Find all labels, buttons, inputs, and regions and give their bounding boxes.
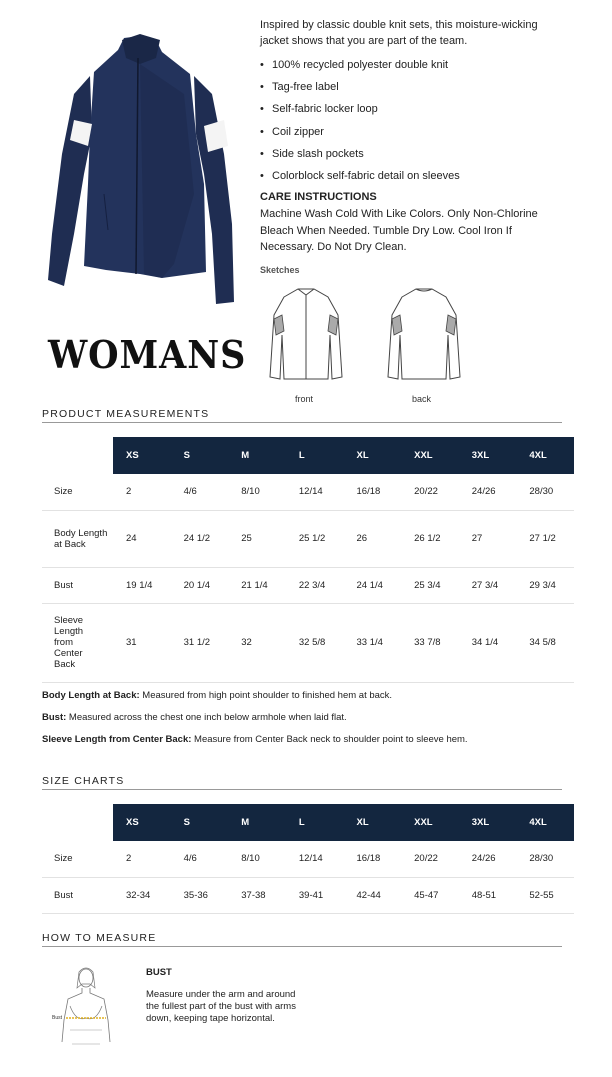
table-header-row xyxy=(42,437,574,474)
table-cell: 32 5/8 xyxy=(286,603,344,682)
back-sketch xyxy=(384,285,464,385)
feature-item: • 100% recycled polyester double knit xyxy=(260,57,580,79)
row-label: Size xyxy=(42,841,113,877)
table-header-blank xyxy=(42,437,113,474)
table-row xyxy=(42,474,574,510)
table-cell: 24/26 xyxy=(459,841,517,877)
care-instructions-title: CARE INSTRUCTIONS xyxy=(260,191,377,203)
size-header: XL xyxy=(344,804,402,841)
table-row xyxy=(42,841,574,877)
bust-instructions: Measure under the arm and around the fullest part of the bust with arms down, keeping tape horizontal. xyxy=(146,989,296,1024)
table-cell: 4/6 xyxy=(171,474,229,510)
table-cell: 24/26 xyxy=(459,474,517,510)
size-header: XS xyxy=(113,804,171,841)
table-cell: 24 xyxy=(113,510,171,567)
front-sketch xyxy=(266,285,346,385)
feature-item: • Side slash pockets xyxy=(260,146,580,168)
product-measurements-title: PRODUCT MEASUREMENTS xyxy=(42,408,210,420)
row-label: Bust xyxy=(42,567,113,603)
table-cell: 8/10 xyxy=(228,474,286,510)
table-cell: 24 1/4 xyxy=(344,567,402,603)
table-cell: 12/14 xyxy=(286,474,344,510)
table-cell: 28/30 xyxy=(516,841,574,877)
table-cell: 20/22 xyxy=(401,474,459,510)
measure-figure xyxy=(50,966,122,1046)
table-cell: 12/14 xyxy=(286,841,344,877)
table-cell: 48-51 xyxy=(459,877,517,913)
table-cell: 33 7/8 xyxy=(401,603,459,682)
table-cell: 8/10 xyxy=(228,841,286,877)
table-cell: 34 1/4 xyxy=(459,603,517,682)
table-cell: 31 1/2 xyxy=(171,603,229,682)
table-cell: 2 xyxy=(113,474,171,510)
note-term: Bust: xyxy=(42,712,67,723)
table-header-row xyxy=(42,804,574,841)
size-header: L xyxy=(286,804,344,841)
table-cell: 24 1/2 xyxy=(171,510,229,567)
size-header: L xyxy=(286,437,344,474)
size-header: S xyxy=(171,804,229,841)
table-cell: 34 5/8 xyxy=(516,603,574,682)
table-cell: 33 1/4 xyxy=(344,603,402,682)
size-header: M xyxy=(228,437,286,474)
measurement-note xyxy=(42,690,392,701)
table-cell: 16/18 xyxy=(344,474,402,510)
feature-list xyxy=(260,57,580,190)
table-cell: 39-41 xyxy=(286,877,344,913)
row-label: Body Length at Back xyxy=(42,510,113,567)
size-charts-title: SIZE CHARTS xyxy=(42,775,125,787)
table-cell: 35-36 xyxy=(171,877,229,913)
size-header: 3XL xyxy=(459,804,517,841)
size-header: XXL xyxy=(401,437,459,474)
table-cell: 32-34 xyxy=(113,877,171,913)
size-header: XL xyxy=(344,437,402,474)
size-header: XS xyxy=(113,437,171,474)
table-cell: 42-44 xyxy=(344,877,402,913)
table-cell: 27 xyxy=(459,510,517,567)
table-cell: 21 1/4 xyxy=(228,567,286,603)
table-cell: 25 xyxy=(228,510,286,567)
note-text: Measured from high point shoulder to finished hem at back. xyxy=(139,690,393,701)
section-divider xyxy=(42,789,562,790)
measurements-table xyxy=(42,437,574,683)
table-cell: 45-47 xyxy=(401,877,459,913)
table-row xyxy=(42,603,574,682)
table-cell: 26 1/2 xyxy=(401,510,459,567)
table-cell: 20/22 xyxy=(401,841,459,877)
note-term: Body Length at Back: xyxy=(42,690,140,701)
table-cell: 4/6 xyxy=(171,841,229,877)
fit-title: WOMANS xyxy=(48,332,247,377)
back-sketch-caption: back xyxy=(412,394,432,404)
note-term: Sleeve Length from Center Back: xyxy=(42,734,192,745)
how-to-measure-title: HOW TO MEASURE xyxy=(42,932,157,944)
table-cell: 16/18 xyxy=(344,841,402,877)
size-header: 3XL xyxy=(459,437,517,474)
size-header: 4XL xyxy=(516,437,574,474)
table-cell: 29 3/4 xyxy=(516,567,574,603)
row-label: Bust xyxy=(42,877,113,913)
table-cell: 25 1/2 xyxy=(286,510,344,567)
size-chart-table xyxy=(42,804,574,914)
note-text: Measure from Center Back neck to shoulder point to sleeve hem. xyxy=(191,734,468,745)
table-cell: 2 xyxy=(113,841,171,877)
section-divider xyxy=(42,422,562,423)
table-row xyxy=(42,877,574,913)
table-cell: 26 xyxy=(344,510,402,567)
note-text: Measured across the chest one inch below armhole when laid flat. xyxy=(66,712,347,723)
section-divider xyxy=(42,946,562,947)
size-header: M xyxy=(228,804,286,841)
table-cell: 28/30 xyxy=(516,474,574,510)
table-cell: 31 xyxy=(113,603,171,682)
table-cell: 32 xyxy=(228,603,286,682)
table-cell: 19 1/4 xyxy=(113,567,171,603)
feature-item: • Colorblock self-fabric detail on sleeves xyxy=(260,168,580,190)
table-cell: 27 3/4 xyxy=(459,567,517,603)
table-cell: 20 1/4 xyxy=(171,567,229,603)
table-header-blank xyxy=(42,804,113,841)
size-header: 4XL xyxy=(516,804,574,841)
figure-bust-label: Bust xyxy=(52,1015,63,1021)
feature-item: • Tag-free label xyxy=(260,79,580,101)
measurement-note xyxy=(42,712,347,723)
measurement-note xyxy=(42,734,468,745)
table-cell: 37-38 xyxy=(228,877,286,913)
bust-title: BUST xyxy=(146,967,172,978)
feature-item: • Self-fabric locker loop xyxy=(260,101,580,123)
jacket-photo xyxy=(44,34,240,310)
row-label: Size xyxy=(42,474,113,510)
table-cell: 27 1/2 xyxy=(516,510,574,567)
table-cell: 22 3/4 xyxy=(286,567,344,603)
table-row xyxy=(42,510,574,567)
feature-item: • Coil zipper xyxy=(260,124,580,146)
product-description: Inspired by classic double knit sets, this moisture-wicking jacket shows that you are part of the team. xyxy=(260,19,538,47)
size-header: S xyxy=(171,437,229,474)
table-cell: 25 3/4 xyxy=(401,567,459,603)
row-label: Sleeve Length from Center Back xyxy=(42,603,113,682)
table-row xyxy=(42,567,574,603)
size-header: XXL xyxy=(401,804,459,841)
care-instructions-text: Machine Wash Cold With Like Colors. Only Non-Chlorine Bleach When Needed. Tumble Dry Low. Cool Iron If Necessary. Do Not Dry Clean. xyxy=(260,208,538,253)
table-cell: 52-55 xyxy=(516,877,574,913)
front-sketch-caption: front xyxy=(295,394,314,404)
sketches-label: Sketches xyxy=(260,265,300,275)
